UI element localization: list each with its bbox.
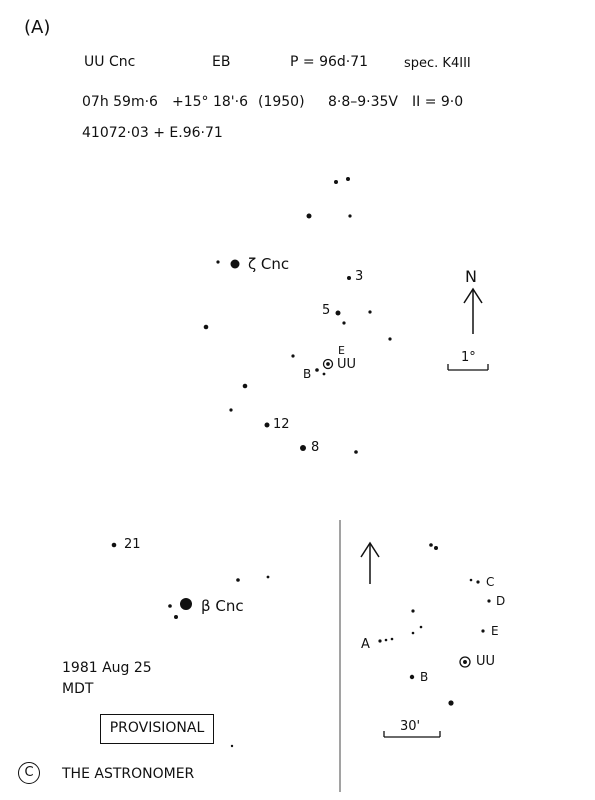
star	[385, 639, 388, 642]
star	[231, 745, 233, 747]
zeta-cnc-label: ζ Cnc	[248, 255, 290, 273]
provisional-text: PROVISIONAL	[109, 720, 205, 736]
star	[448, 700, 453, 705]
star-12	[265, 423, 270, 428]
period: P = 96d·71	[290, 54, 369, 70]
epoch: (1950)	[258, 94, 305, 110]
zeta-cnc-star	[231, 260, 240, 269]
star-c	[476, 580, 479, 583]
star-e-label: E	[338, 344, 345, 357]
star	[243, 384, 248, 389]
star	[470, 579, 473, 582]
spectral-type: spec. K4III	[404, 56, 471, 71]
panel-label: (A)	[24, 17, 51, 38]
star	[388, 337, 391, 340]
declination: +15° 18'·6	[172, 94, 249, 110]
star	[229, 408, 232, 411]
star-name: UU Cnc	[84, 54, 136, 70]
star-8	[300, 445, 306, 451]
inset-north-arrow-icon	[361, 543, 379, 584]
variable-type: EB	[212, 54, 231, 70]
observation-date: 1981 Aug 25	[62, 660, 152, 676]
inset-uu-variable-symbol	[460, 657, 470, 667]
inset-label-e: E	[491, 624, 499, 638]
star-5-label: 5	[322, 303, 331, 318]
uu-label: UU	[337, 357, 357, 372]
star	[348, 214, 351, 217]
star-21	[112, 543, 117, 548]
star	[236, 578, 240, 582]
star	[334, 180, 338, 184]
star	[291, 354, 294, 357]
star-e	[481, 629, 484, 632]
ephemeris: 41072·03 + E.96·71	[82, 125, 223, 141]
star-b	[315, 368, 319, 372]
star	[412, 632, 415, 635]
provisional-stamp	[100, 714, 214, 744]
star	[429, 543, 433, 547]
inset-label-uu: UU	[476, 654, 496, 669]
star-12-label: 12	[273, 417, 290, 432]
star	[323, 373, 326, 376]
star-b-label: B	[303, 367, 312, 381]
beta-cnc-star	[180, 598, 192, 610]
magnitude-range: 8·8–9·35V	[328, 94, 399, 110]
star-8-label: 8	[311, 440, 320, 455]
star	[267, 576, 270, 579]
star	[368, 310, 371, 313]
observer-initials: MDT	[62, 681, 94, 697]
star	[216, 260, 219, 263]
star-3-label: 3	[355, 269, 364, 284]
star-a	[378, 639, 381, 642]
inset-chart-stars	[378, 543, 490, 705]
beta-cnc-label: β Cnc	[201, 597, 244, 615]
star-3	[347, 276, 351, 280]
inset-label-b: B	[420, 670, 429, 684]
inset-label-a: A	[361, 637, 370, 652]
star	[307, 214, 312, 219]
right-ascension: 07h 59m·6	[82, 94, 158, 110]
star	[346, 177, 350, 181]
star	[391, 638, 394, 641]
star-b	[410, 675, 414, 679]
north-arrow-icon	[464, 289, 482, 334]
inset-label-d: D	[496, 594, 506, 608]
star	[168, 604, 172, 608]
star	[204, 325, 209, 330]
copyright-letter: C	[24, 765, 34, 780]
star	[174, 615, 178, 619]
star	[354, 450, 358, 454]
star-21-label: 21	[124, 537, 141, 552]
inset-label-c: C	[486, 575, 495, 589]
star	[420, 626, 423, 629]
star	[342, 321, 345, 324]
star-d	[487, 599, 490, 602]
secondary-minimum: II = 9·0	[412, 94, 464, 110]
star	[434, 546, 438, 550]
credit: THE ASTRONOMER	[62, 766, 195, 782]
star	[411, 609, 414, 612]
scale-1deg-label: 1°	[461, 350, 476, 365]
scale-30arcmin-label: 30'	[400, 719, 421, 734]
star-5	[336, 311, 341, 316]
north-label: N	[465, 267, 477, 286]
uu-variable-symbol	[324, 360, 333, 369]
copyright-icon	[18, 762, 40, 784]
